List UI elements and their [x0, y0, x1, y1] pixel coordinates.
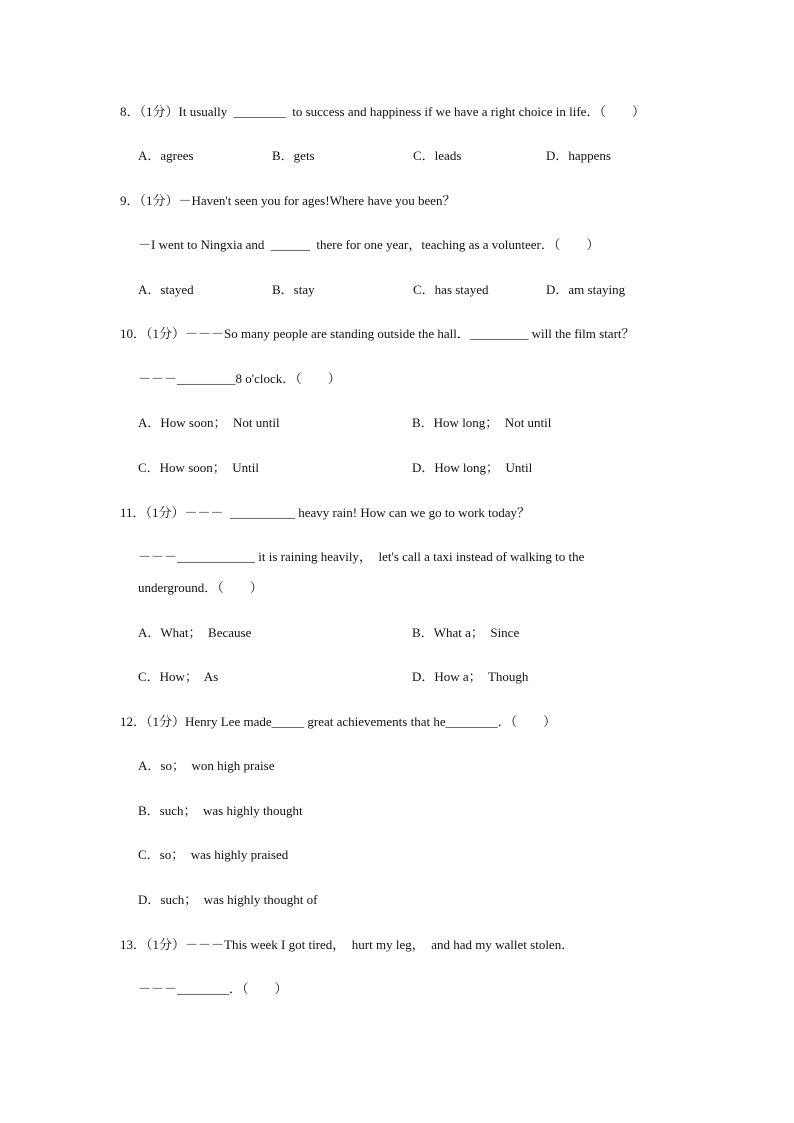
question-8-option-d[interactable]: D．happens: [546, 148, 611, 163]
question-11-option-b[interactable]: B．What a； Since: [412, 625, 520, 640]
question-10-option-d[interactable]: D．How long； Until: [412, 460, 533, 475]
question-12-stem: 12．（1分）Henry Lee made_____ great achievements that he________．（ ）: [120, 714, 557, 729]
question-11-stem-line-3: underground．（ ）: [138, 580, 263, 595]
question-9-option-a[interactable]: A．stayed: [138, 282, 194, 297]
question-11-stem-line-2: －－－____________ it is raining heavily， let's call a taxi instead of walking to the: [138, 549, 585, 564]
question-11-stem: 11．（1分）－－－ __________ heavy rain! How can we go to work today？: [120, 505, 531, 520]
question-10-option-a[interactable]: A．How soon； Not until: [138, 415, 280, 430]
question-12-option-b[interactable]: B．such； was highly thought: [138, 803, 303, 818]
question-8-option-b[interactable]: B．gets: [272, 148, 315, 163]
question-11-option-a[interactable]: A．What； Because: [138, 625, 252, 640]
question-9-option-c[interactable]: C．has stayed: [413, 282, 489, 297]
question-12-option-d[interactable]: D．such； was highly thought of: [138, 892, 318, 907]
question-9-option-b[interactable]: B．stay: [272, 282, 315, 297]
question-13-stem: 13．（1分）－－－This week I got tired， hurt my leg， and had my wallet stolen．: [120, 937, 575, 952]
question-10-stem-line-2: －－－_________8 o'clock．（ ）: [138, 371, 341, 386]
question-10-stem: 10．（1分）－－－So many people are standing outside the hall．_________ will the film start？: [120, 326, 635, 341]
question-10-option-c[interactable]: C．How soon； Until: [138, 460, 259, 475]
question-13-stem-line-2: －－－________．（ ）: [138, 981, 288, 996]
question-9-option-d[interactable]: D．am staying: [546, 282, 626, 297]
question-9-stem: 9．（1分）－Haven't seen you for ages!Where have you been？: [120, 193, 456, 208]
question-11-option-d[interactable]: D．How a； Though: [412, 669, 529, 684]
question-8-option-c[interactable]: C．leads: [413, 148, 462, 163]
question-9-stem-line-2: －I went to Ningxia and ______ there for one year，teaching as a volunteer．（ ）: [138, 237, 600, 252]
question-12-option-c[interactable]: C．so； was highly praised: [138, 847, 289, 862]
question-12-option-a[interactable]: A．so； won high praise: [138, 758, 275, 773]
question-11-option-c[interactable]: C．How； As: [138, 669, 219, 684]
question-8-stem: 8．（1分）It usually ________ to success and happiness if we have a right choice in life．（ ）: [120, 104, 645, 119]
question-8-option-a[interactable]: A．agrees: [138, 148, 194, 163]
question-10-option-b[interactable]: B．How long； Not until: [412, 415, 552, 430]
